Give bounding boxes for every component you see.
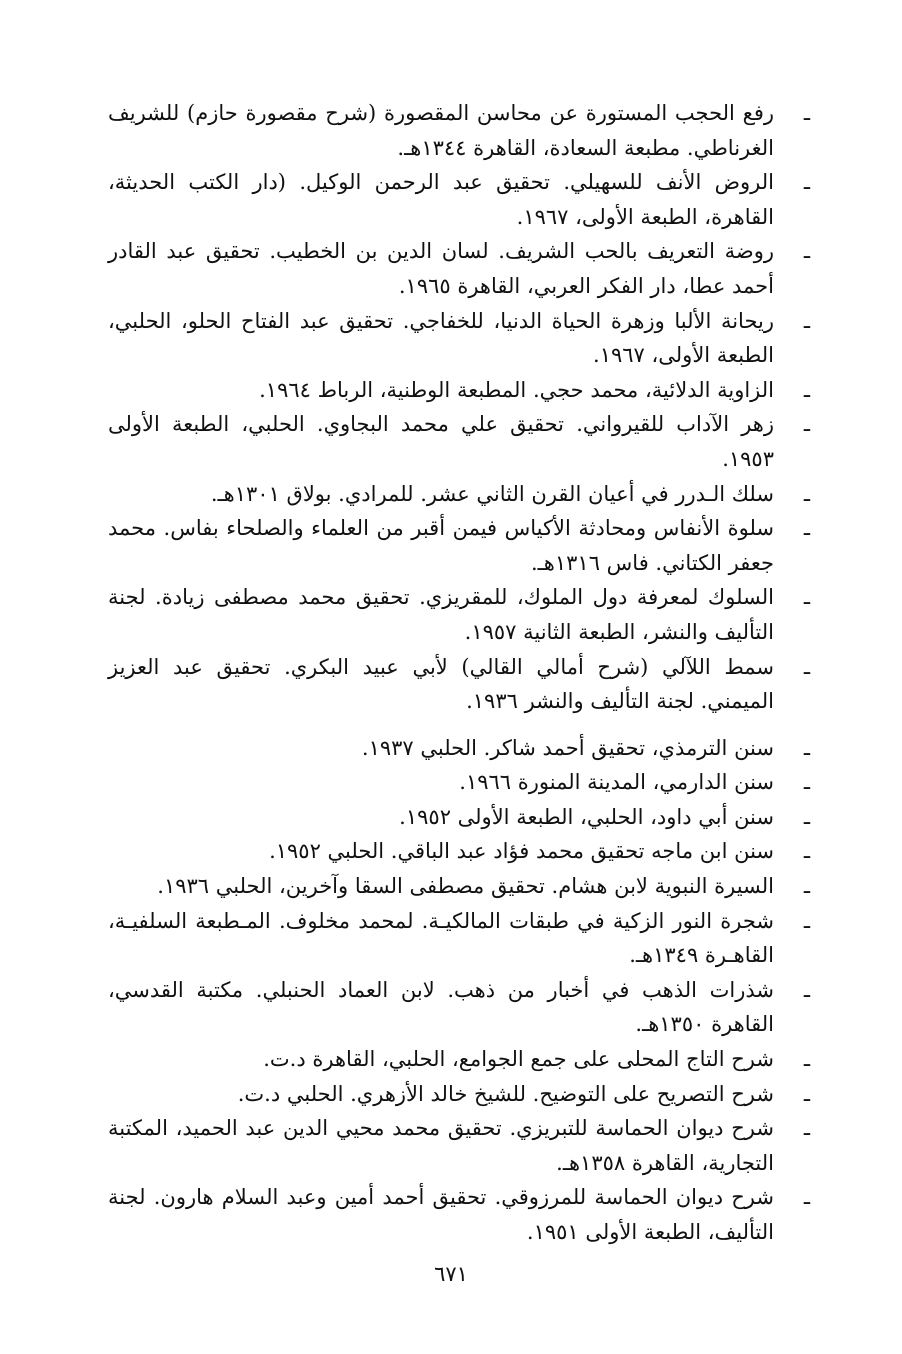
entry-text: شذرات الذهب في أخبار من ذهب. لابن العماد الحنبلي. مكتبة القدسي، القاهرة ١٣٥٠هـ. [108,977,774,1037]
bibliography-entry [108,373,810,408]
entry-text: رفع الحجب المستورة عن محاسن المقصورة (شرح مقصورة حازم) للشريف الغرناطي. مطبعة السعادة، القاهرة ١٣٤٤هـ. [108,101,774,160]
entry-text: شرح ديوان الحماسة للتبريزي. تحقيق محمد محيي الدين عبد الحميد، المكتبة التجارية، القاهرة ١٣٥٨هـ. [108,1116,774,1175]
bibliography-entry [108,580,810,649]
entry-text: سنن الترمذي، تحقيق أحمد شاكر. الحلبي ١٩٣٧. [361,735,774,760]
entry-text: شرح التاج المحلى على جمع الجوامع، الحلبي، القاهرة د.ت. [263,1047,774,1072]
bibliography-entry [108,731,810,766]
entry-text: سلك الـدرر في أعيان القرن الثاني عشر. للمرادي. بولاق ١٣٠١هـ. [210,481,774,506]
entry-marker: ـ [803,481,810,506]
bibliography-entry [108,650,810,719]
bibliography-entry [108,1111,810,1180]
bibliography-entry [108,800,810,835]
entry-marker: ـ [803,170,810,195]
entry-text: السلوك لمعرفة دول الملوك، للمقريزي. تحقيق محمد مصطفى زيادة. لجنة التأليف والنشر، الطبعة الثانية ١٩٥٧. [108,585,774,644]
bibliography-entry [108,234,810,303]
entry-marker: ـ [803,735,810,760]
entry-text: شرح ديوان الحماسة للمرزوقي. تحقيق أحمد أمين وعبد السلام هارون. لجنة التأليف، الطبعة الأولى ١٩٥١. [108,1185,774,1244]
bibliography-entry [108,1042,810,1077]
entry-text: سنن أبي داود، الحلبي، الطبعة الأولى ١٩٥٢. [399,804,774,829]
bibliography-entry [108,765,810,800]
bibliography-entry [108,477,810,512]
entry-marker: ـ [803,804,810,829]
bibliography-entry [108,869,810,904]
entry-text: سنن ابن ماجه تحقيق محمد فؤاد عبد الباقي. الحلبي ١٩٥٢. [269,839,774,864]
bibliography-entry [108,96,810,165]
bibliography-list [108,96,810,1250]
entry-marker: ـ [803,1185,810,1210]
entry-marker: ـ [803,977,810,1002]
bibliography-entry [108,1180,810,1249]
entry-marker: ـ [803,874,810,899]
entry-marker: ـ [803,770,810,795]
entry-text: شرح التصريح على التوضيح. للشيخ خالد الأزهري. الحلبي د.ت. [237,1081,774,1106]
entry-marker: ـ [803,654,810,679]
bibliography-entry [108,973,810,1042]
bibliography-entry [108,834,810,869]
bibliography-entry [108,904,810,973]
entry-marker: ـ [803,239,810,264]
bibliography-entry [108,1077,810,1112]
entry-text: زهر الآداب للقيرواني. تحقيق علي محمد البجاوي. الحلبي، الطبعة الأولى ١٩٥٣. [108,412,774,471]
entry-marker: ـ [803,1116,810,1141]
entry-marker: ـ [803,839,810,864]
entry-marker: ـ [803,308,810,333]
bibliography-entry [108,407,810,476]
entry-text: سنن الدارمي، المدينة المنورة ١٩٦٦. [459,770,774,795]
entry-text: الزاوية الدلائية، محمد حجي. المطبعة الوطنية، الرباط ١٩٦٤. [259,377,774,402]
entry-text: سلوة الأنفاس ومحادثة الأكياس فيمن أقبر من العلماء والصلحاء بفاس. محمد جعفر الكتاني. فاس ١٣١٦هـ. [108,516,774,575]
entry-marker: ـ [803,1081,810,1106]
entry-marker: ـ [803,908,810,933]
entry-text: روضة التعريف بالحب الشريف. لسان الدين بن الخطيب. تحقيق عبد القادر أحمد عطا، دار الفكر العربي، القاهرة ١٩٦٥. [108,239,774,298]
bibliography-entry [108,165,810,234]
entry-marker: ـ [803,377,810,402]
entry-text: شجرة النور الزكية في طبقات المالكيـة. لمحمد مخلوف. المـطبعة السلفيـة، القاهـرة ١٣٤٩هـ. [108,908,774,968]
entry-marker: ـ [803,1047,810,1072]
entry-marker: ـ [803,412,810,437]
entry-text: ريحانة الألبا وزهرة الحياة الدنيا، للخفاجي. تحقيق عبد الفتاح الحلو، الحلبي، الطبعة الأولى، ١٩٦٧. [108,308,774,368]
entry-text: الروض الأنف للسهيلي. تحقيق عبد الرحمن الوكيل. (دار الكتب الحديثة، القاهرة، الطبعة الأولى، ١٩٦٧. [108,170,774,229]
entry-marker: ـ [803,585,810,610]
entry-marker: ـ [803,516,810,541]
entry-text: سمط اللآلي (شرح أمالي القالي) لأبي عبيد البكري. تحقيق عبد العزيز الميمني. لجنة التأليف والنشر ١٩٣٦. [108,654,774,714]
bibliography-entry [108,511,810,580]
bibliography-entry [108,304,810,373]
entry-text: السيرة النبوية لابن هشام. تحقيق مصطفى السقا وآخرين، الحلبي ١٩٣٦. [157,874,774,899]
page-number: ٦٧١ [434,1262,468,1286]
entry-spacer [108,719,810,731]
entry-marker: ـ [803,101,810,125]
